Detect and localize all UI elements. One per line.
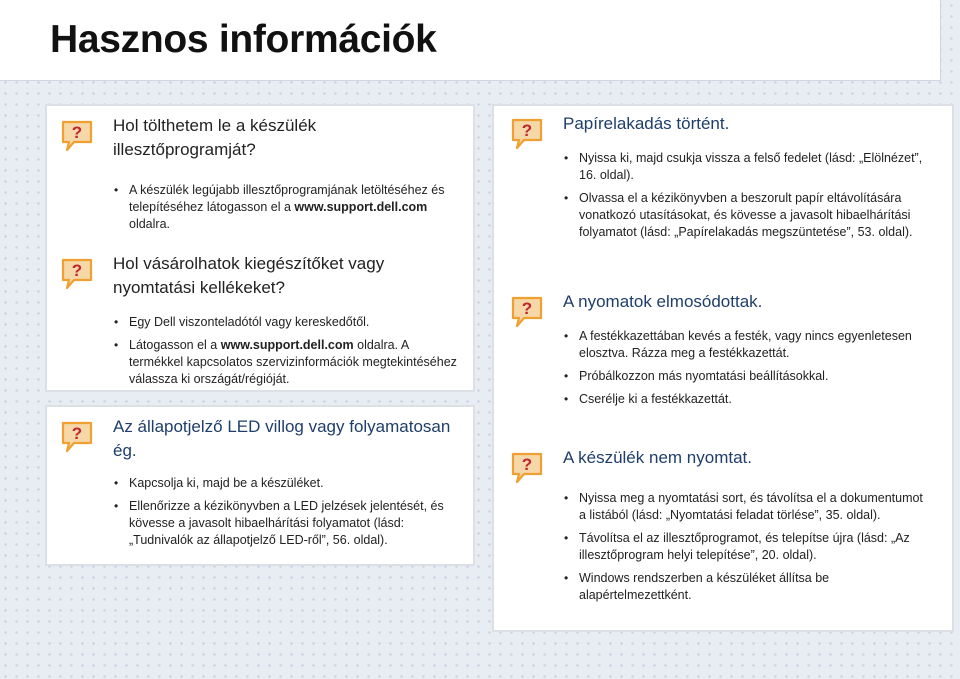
section-status-led: [71, 415, 468, 549]
svg-text:?: ?: [71, 424, 83, 443]
left-bottom-panel: [45, 405, 475, 566]
section-list: [563, 490, 923, 604]
section-no-print: [521, 446, 923, 604]
list-item: • Windows rendszerben a készüléket állítsa be alapértelmezettként.: [563, 570, 923, 604]
section-title: Papírelakadás történt.: [563, 114, 730, 133]
question-bubble-icon: [60, 120, 94, 152]
section-list: [563, 150, 923, 241]
list-item: • Ellenőrizze a kézikönyvben a LED jelzések jelentését, és kövesse a javasolt hibaelhárítási folyamatot (lásd: „Tudnivalók az állapotjelző LED-ről”, 56. oldal).: [113, 498, 468, 549]
question-bubble-icon: [60, 258, 94, 290]
section-list: [563, 328, 923, 408]
section-title: A nyomatok elmosódottak.: [563, 292, 763, 311]
question-bubble-icon: [510, 118, 544, 150]
list-item: • Próbálkozzon más nyomtatási beállításokkal.: [563, 368, 923, 385]
section-list: [113, 182, 463, 233]
section-title: A készülék nem nyomtat.: [563, 448, 752, 467]
list-item: • Egy Dell viszonteladótól vagy kereskedőtől.: [113, 314, 463, 331]
section-list: [113, 475, 468, 549]
list-item: • Olvassa el a kézikönyvben a beszorult papír eltávolítására vonatkozó utasításokat, és kövesse a javasolt hibaelhárítási folyamatot (lásd: „Papírelakadás megszüntetése”, 53. oldal).: [563, 190, 923, 241]
svg-text:?: ?: [521, 121, 533, 140]
section-title: Hol tölthetem le a készülék illesztőprogramját?: [113, 116, 317, 159]
question-bubble-icon: [510, 296, 544, 328]
list-item: • Látogasson el a www.support.dell.com oldalra. A termékkel kapcsolatos szervizinformációk megtekintéséhez válassza ki országát/régióját.: [113, 337, 463, 388]
list-item: • Cserélje ki a festékkazettát.: [563, 391, 923, 408]
question-bubble-icon: [60, 421, 94, 453]
section-paper-jam: [521, 112, 923, 241]
list-item: • Kapcsolja ki, majd be a készüléket.: [113, 475, 468, 492]
header-bar: [0, 0, 941, 81]
section-list: [113, 314, 463, 388]
svg-text:?: ?: [71, 261, 83, 280]
section-blurry-prints: [521, 290, 923, 408]
page-title: Hasznos információk: [50, 18, 437, 61]
section-title: Hol vásárolhatok kiegészítőket vagy nyomtatási kellékeket?: [113, 254, 385, 297]
left-top-panel: [45, 104, 475, 392]
section-buy-supplies: [71, 252, 463, 388]
svg-text:?: ?: [521, 455, 533, 474]
svg-text:?: ?: [71, 123, 83, 142]
svg-text:?: ?: [521, 299, 533, 318]
section-driver-download: [71, 114, 463, 233]
list-item: • Távolítsa el az illesztőprogramot, és telepítse újra (lásd: „Az illesztőprogram helyi telepítése”, 20. oldal).: [563, 530, 923, 564]
question-bubble-icon: [510, 452, 544, 484]
list-item: • A festékkazettában kevés a festék, vagy nincs egyenletesen elosztva. Rázza meg a festékkazettát.: [563, 328, 923, 362]
right-panel: [492, 104, 954, 632]
list-item: • Nyissa meg a nyomtatási sort, és távolítsa el a dokumentumot a listából (lásd: „Nyomtatási feladat törlése”, 35. oldal).: [563, 490, 923, 524]
section-title: Az állapotjelző LED villog vagy folyamatosan ég.: [113, 417, 451, 460]
list-item: • Nyissa ki, majd csukja vissza a felső fedelet (lásd: „Elölnézet”, 16. oldal).: [563, 150, 923, 184]
list-item: • A készülék legújabb illesztőprogramjának letöltéséhez és telepítéséhez látogasson el a www.support.dell.com oldalra.: [113, 182, 463, 233]
